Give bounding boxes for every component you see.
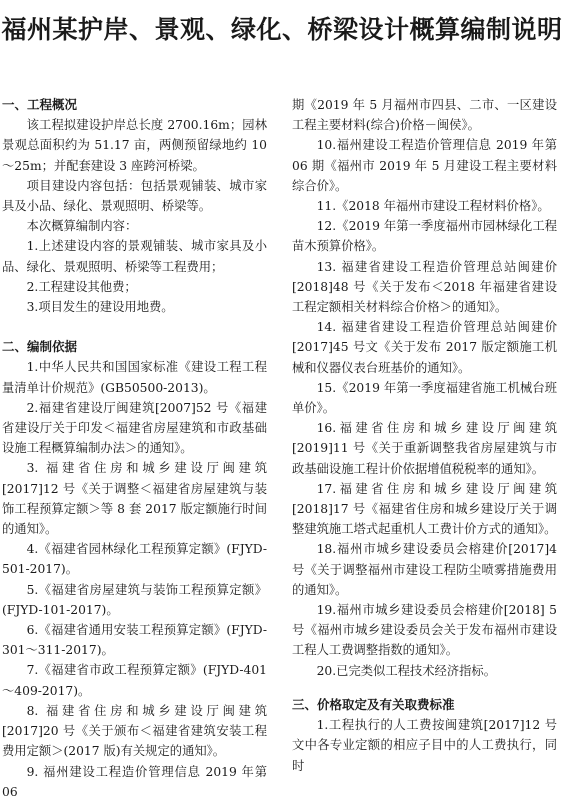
right-column [292, 95, 557, 776]
paragraph: 期《2019 年 5 月福州市四县、二市、一区建设工程主要材料(综合)价格－闽侯》。 [292, 98, 557, 133]
paragraph: 2.工程建设其他费； [26, 279, 137, 294]
paragraph: 13. 福建省建设工程造价管理总站闽建价[2018]48 号《关于发布＜2018 年福建省建设工程定额相关材料综合价格＞的通知》。 [292, 259, 557, 315]
paragraph: 19.福州市城乡建设委员会榕建价[2018] 5 号《福州市城乡建设委员会关于发布福州市建设工程人工费调整指数的通知》。 [292, 603, 557, 658]
section-heading: 三、价格取定及有关取费标准 [292, 696, 455, 712]
section-heading: 二、编制依据 [2, 339, 78, 355]
paragraph: 该工程拟建设护岸总长度 2700.16m；园林景观总面积约为 51.17 亩，两侧预留绿地约 10～25m；并配套建设 3 座跨河桥梁。 [2, 118, 267, 173]
paragraph: 9. 福州建设工程造价管理信息 2019 年第 06 [2, 764, 267, 799]
paragraph: 1.工程执行的人工费按闽建筑[2017]12 号文中各专业定额的相应子目中的人工费执行，同时 [292, 718, 557, 773]
paragraph: 3. 福建省住房和城乡建设厅闽建筑[2017]12 号《关于调整＜福建省房屋建筑与装饰工程预算定额＞等 8 套 2017 版定额施行时间的通知》。 [2, 461, 267, 537]
paragraph: 本次概算编制内容： [26, 219, 138, 234]
paragraph: 项目建设内容包括：包括景观铺装、城市家具及小品、绿化、景观照明、桥梁等。 [2, 178, 267, 214]
spacer [2, 317, 267, 337]
paragraph: 10.福州建设工程造价管理信息 2019 年第 06 期《福州市 2019 年 5 月建设工程主要材料综合价》。 [292, 138, 557, 193]
paragraph: 12.《2019 年第一季度福州市园林绿化工程苗木预算价格》。 [292, 219, 557, 254]
paragraph: 11.《2018 年福州市建设工程材料价格》。 [316, 199, 550, 214]
left-column [2, 95, 267, 802]
paragraph: 1.中华人民共和国国家标准《建设工程工程量清单计价规范》(GB50500-2013)。 [2, 360, 267, 395]
paragraph: 8. 福建省住房和城乡建设厅闽建筑[2017]20 号《关于颁布＜福建省建筑安装工程费用定额＞(2017 版)有关规定的通知》。 [2, 703, 267, 759]
paragraph: 7.《福建省市政工程预算定额》(FJYD-401～409-2017)。 [2, 663, 267, 698]
page-title: 福州某护岸、景观、绿化、桥梁设计概算编制说明 [1, 15, 563, 44]
paragraph: 1.上述建设内容的景观铺装、城市家具及小品、绿化、景观照明、桥梁等工程费用； [2, 239, 267, 274]
paragraph: 6.《福建省通用安装工程预算定额》(FJYD-301～311-2017)。 [2, 623, 267, 658]
spacer [292, 681, 557, 695]
section-heading: 一、工程概况 [2, 97, 78, 112]
paragraph: 14. 福建省建设工程造价管理总站闽建价[2017]45 号文《关于发布 2017 版定额施工机械和仪器仪表台班基价的通知》。 [292, 320, 557, 375]
paragraph: 3.项目发生的建设用地费。 [26, 300, 174, 315]
paragraph: 16.福建省住房和城乡建设厅闽建筑 [2019]11 号《关于重新调整我省房屋建筑与市政基础设施工程计价依据增值税税率的通知》。 [292, 421, 557, 476]
paragraph: 15.《2019 年第一季度福建省施工机械台班单价》。 [292, 380, 557, 416]
paragraph: 2.福建省建设厅闽建筑[2007]52 号《福建省建设厅关于印发＜福建省房屋建筑和市政基础设施工程概算编制办法＞的通知》。 [2, 400, 267, 456]
paragraph: 20.已完类似工程技术经济指标。 [316, 663, 497, 678]
paragraph: 18.福州市城乡建设委员会榕建价[2017]4 号《关于调整福州市建设工程防尘喷雾措施费用的通知》。 [292, 542, 557, 597]
paragraph: 4.《福建省园林绿化工程预算定额》(FJYD-501-2017)。 [2, 542, 267, 577]
paragraph: 17.福建省住房和城乡建设厅闽建筑[2018]17 号《福建省住房和城乡建设厅关于调整建筑施工塔式起重机人工费计价方式的通知》。 [292, 481, 557, 537]
paragraph: 5.《福建省房屋建筑与装饰工程预算定额》(FJYD-101-2017)。 [2, 582, 267, 617]
